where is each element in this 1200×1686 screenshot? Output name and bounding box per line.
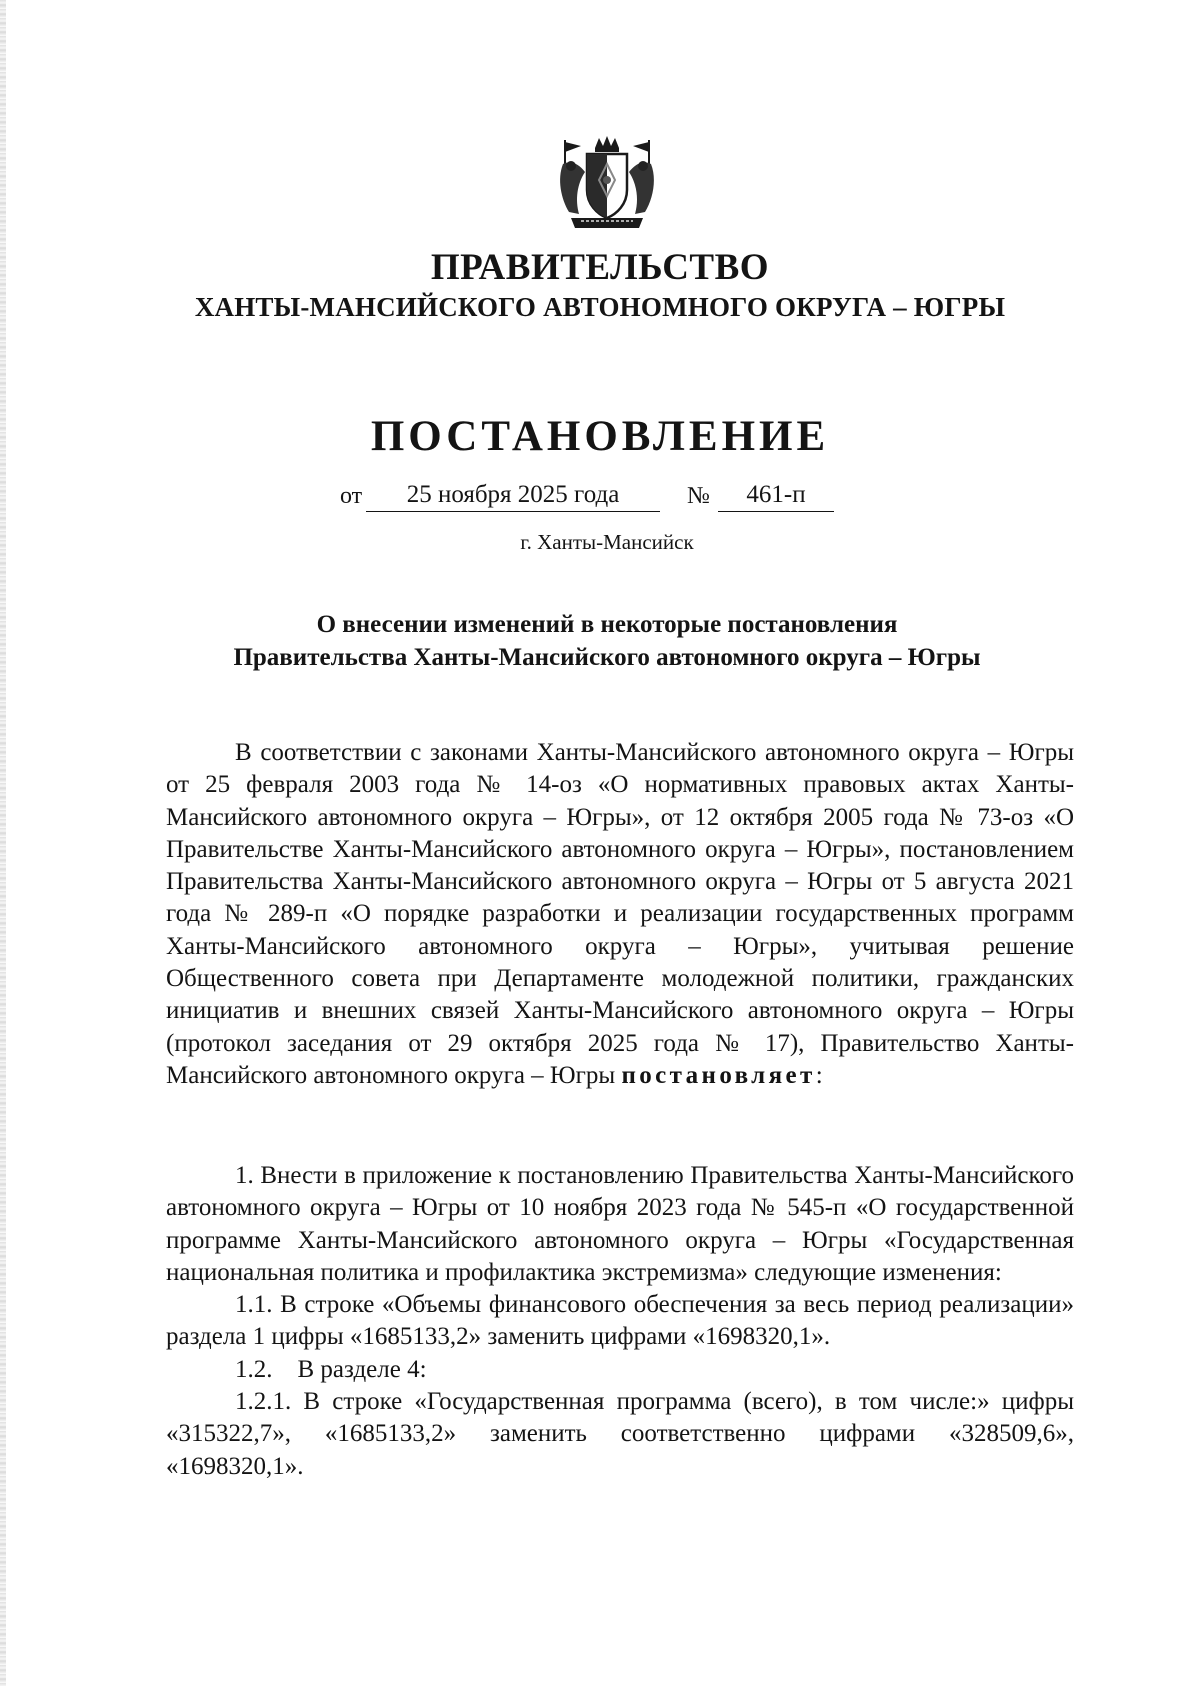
subject-line-1: О внесении изменений в некоторые постановления (316, 611, 898, 638)
document-date: 25 ноября 2025 года (366, 481, 660, 512)
item-1: 1. Внести в приложение к постановлению Правительства Ханты-Мансийского автономного округа – Югры от 10 ноября 2023 года № 545-п «О государственной программе Ханты-Мансийского автономного округа – Югры «Государственная национальная политика и профилактика экстремизма» следующие изменения: (166, 1162, 1074, 1286)
document-number: 461-п (718, 481, 834, 512)
decree-keyword: постановляет (621, 1061, 816, 1089)
item-1-2: 1.2. В разделе 4: (235, 1355, 427, 1383)
preamble-text: В соответствии с законами Ханты-Мансийского автономного округа – Югры от 25 февраля 2003 года № 14-оз «О нормативных правовых актах Ханты-Мансийского автономного округа – Югры», от 12 октября 2005 года № 73-оз «О Правительстве Ханты-Мансийского автономного округа – Югры», постановлением Правительства Ханты-Мансийского автономного округа – Югры от 5 августа 2021 года № 289-п «О порядке разработки и реализации государственных программ Ханты-Мансийского автономного округа – Югры», учитывая решение Общественного совета при Департаменте молодежной политики, гражданских инициатив и внешних связей Ханты-Мансийского автономного округа – Югры (протокол заседания от 29 октября 2025 года № 17), Правительство Ханты-Мансийского автономного округа – Югры (166, 739, 1074, 1089)
region-title: ХАНТЫ-МАНСИЙСКОГО АВТОНОМНОГО ОКРУГА – ЮГРЫ (194, 292, 1006, 322)
date-prefix: от (340, 483, 363, 509)
coat-of-arms-icon (555, 134, 659, 234)
document-type: ПОСТАНОВЛЕНИЕ (370, 413, 830, 460)
number-prefix: № (687, 483, 710, 509)
document-subject (0, 608, 1200, 674)
item-1-1: 1.1. В строке «Объемы финансового обеспечения за весь период реализации» раздела 1 цифры «1685133,2» заменить цифрами «1698320,1». (166, 1291, 1074, 1351)
government-title: ПРАВИТЕЛЬСТВО (430, 247, 770, 288)
item-1-2-1: 1.2.1. В строке «Государственная программа (всего), в том числе:» цифры «315322,7», «1685133,2» заменить соответственно цифрами «328509,6», «1698320,1». (166, 1388, 1074, 1480)
preamble-paragraph (166, 737, 1074, 1092)
date-number-line (340, 481, 880, 515)
subject-line-2: Правительства Ханты-Мансийского автономного округа – Югры (233, 644, 981, 671)
preamble-end: : (815, 1061, 823, 1089)
preamble (166, 737, 1074, 1092)
city: г. Ханты-Мансийск (520, 530, 694, 554)
decree-items (166, 1160, 1074, 1483)
